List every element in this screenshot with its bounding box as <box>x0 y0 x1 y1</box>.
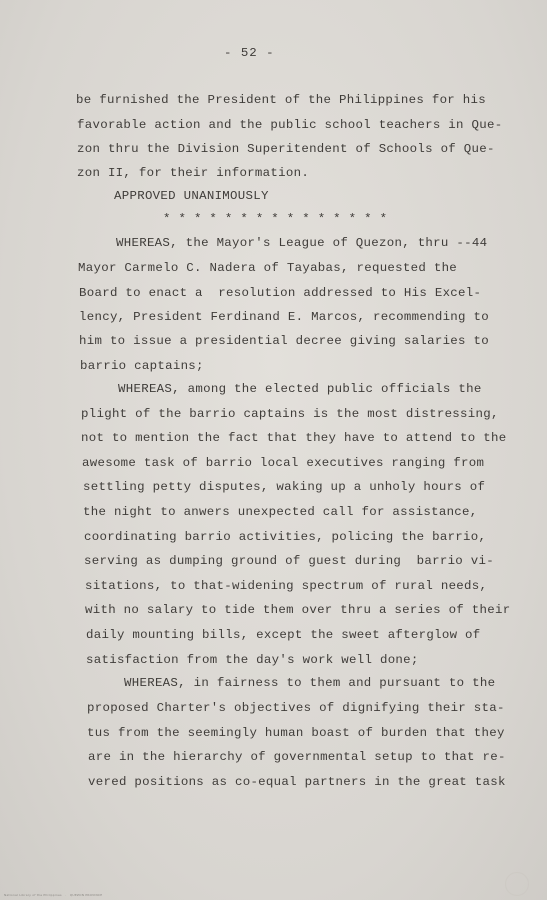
text-line: proposed Charter's objectives of dignifying their sta- <box>87 701 505 715</box>
text-line: daily mounting bills, except the sweet afterglow of <box>86 628 481 642</box>
text-line: the night to anwers unexpected call for assistance, <box>83 505 478 519</box>
text-line: him to issue a presidential decree giving salaries to <box>79 334 489 348</box>
text-line: lency, President Ferdinand E. Marcos, recommending to <box>79 310 489 324</box>
text-line: serving as dumping ground of guest during barrio vi- <box>84 554 494 568</box>
text-line: with no salary to tide them over thru a series of their <box>85 603 511 617</box>
text-line: coordinating barrio activities, policing the barrio, <box>84 530 487 544</box>
text-line: Mayor Carmelo C. Nadera of Tayabas, requested the <box>78 261 458 275</box>
separator-asterisks: * * * * * * * * * * * * * * * <box>163 212 388 226</box>
text-line: barrio captains; <box>80 359 204 373</box>
text-line: tus from the seemingly human boast of burden that they <box>87 726 505 740</box>
text-line: settling petty disputes, waking up a unholy hours of <box>83 480 486 494</box>
page-number: - 52 - <box>224 46 275 60</box>
text-line: WHEREAS, among the elected public officials the <box>118 382 482 396</box>
approval-heading: APPROVED UNANIMOUSLY <box>114 189 269 203</box>
text-line: be furnished the President of the Philippines for his <box>76 93 486 107</box>
text-line: zon II, for their information. <box>77 166 310 180</box>
text-line: zon thru the Division Superitendent of Schools of Que- <box>77 142 495 156</box>
text-line: plight of the barrio captains is the most distressing, <box>81 407 499 421</box>
text-line: vered positions as co-equal partners in the great task <box>88 775 506 789</box>
text-line: are in the hierarchy of governmental setup to that re- <box>88 750 506 764</box>
archive-footer: National Library of the Philippines · QUEZON PROVINCE <box>4 893 103 897</box>
text-line: not to mention the fact that they have to attend to the <box>81 431 507 445</box>
text-line: WHEREAS, in fairness to them and pursuant to the <box>124 676 496 690</box>
text-line: WHEREAS, the Mayor's League of Quezon, thru --44 <box>116 236 488 250</box>
text-line: Board to enact a resolution addressed to His Excel- <box>79 286 482 300</box>
text-line: favorable action and the public school teachers in Que- <box>77 118 503 132</box>
text-line: sitations, to that-widening spectrum of rural needs, <box>85 579 488 593</box>
text-line: satisfaction from the day's work well done; <box>86 653 419 667</box>
text-line: awesome task of barrio local executives ranging from <box>82 456 485 470</box>
faint-stamp-mark <box>505 872 529 896</box>
